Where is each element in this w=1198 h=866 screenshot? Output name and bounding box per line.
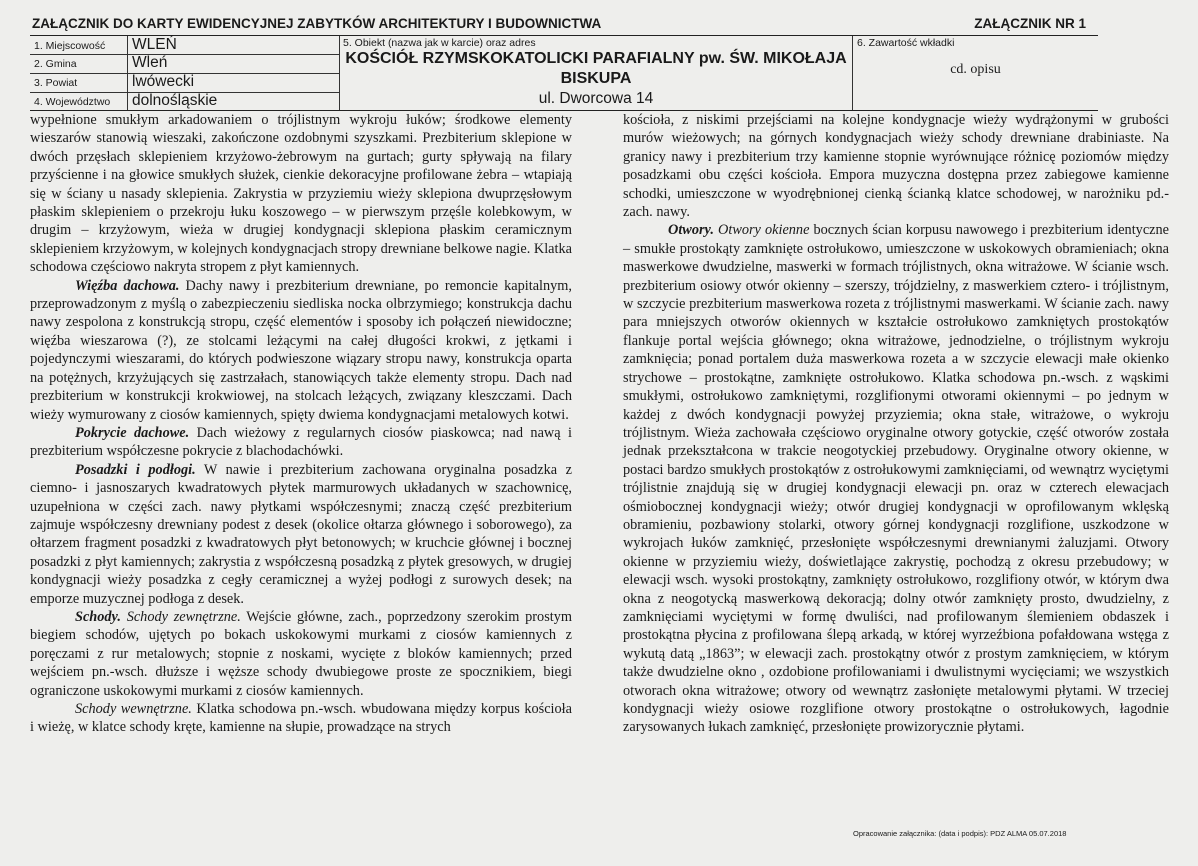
paragraph-text: Wejście główne, zach., poprzedzony szerokim prostym biegiem schodów, ujętych po bokach uskokowymi murkami z ciosów kamiennych z poręczami z rur metalowych; stopnie z noskami, wycięte z bloków kamiennych; przed wejściem pn.-wsch. dłuższe i węższe schody dwubiegowe proste ze spocznikiem, biegi ograniczone uskokowymi murkami z ciosów kamiennych. [30, 608, 573, 699]
content-label: 6. Zawartość wkładki [857, 37, 955, 49]
header-table [30, 35, 1098, 111]
attachment-number: ZAŁĄCZNIK NR 1 [974, 16, 1086, 31]
field-county [30, 73, 339, 91]
object-address: ul. Dworcowa 14 [538, 90, 654, 107]
paragraph-text: Dachy nawy i prezbiterium drewniane, po remoncie kapitalnym, przeprowadzonym z myślą o zabezpieczeniu siedliska nocka olbrzymiego; konstrukcja dachu nawy zespolona z konstrukcją stropu, część elementów i sposoby ich połączeń niewidoczne; więźba wieszarowa (?), ze stolcami leżącymi na całej długości krokwi, z jętkami i pojedynczymi wieszarami, do których podwieszone wiązary stropu nawy, konstrukcja oparta na potężnych, krzyżujących się zastrzałach, stanowiących także elementy stropu. Dach nad prezbiterium w konstrukcji krokwiowej, na stolcach leżących, związany kleszczami. Dach wieży wymurowany z ciosów kamiennych, spięty dwiema kondygnacjami metalowych kotwi. [30, 277, 573, 423]
paragraph [30, 277, 572, 424]
field-label: 3. Powiat [34, 77, 78, 89]
form-header-line [30, 14, 1098, 34]
section-heading: Więźba dachowa. [75, 277, 180, 294]
paragraph-text: W nawie i prezbiterium zachowana oryginalna posadzka z ciemno- i jasnoszarych kwadratowych płytek marmurowych układanych w szachownicę, uzupełniona w części zach. nawy płytkami współczesnymi; znaczą część prezbiterium zajmuje współczesny drewniany podest z desek (okolice ołtarza głównego i soborowego), za ołtarzem fragment posadzki z kwadratowych płyt betonowych; w kruchcie głównej i bocznej posadzki z płyt kamiennych; zakrystia z współczesną posadzką z płytek gresowych, w drugiej kondygnacji wieży posadzka z cegły ceramicznej a wyżej podłogi z surowych desek; na emporze muzycznej podłoga z desek. [30, 461, 572, 607]
field-label: 4. Województwo [34, 96, 111, 108]
subsection-heading: Otwory okienne [718, 222, 810, 239]
field-value: Wleń [132, 54, 168, 71]
field-value: lwówecki [132, 73, 195, 90]
paragraph [30, 700, 572, 737]
paragraph [623, 221, 1169, 736]
paragraph-text: bocznych ścian korpusu nawowego i prezbiterium identyczne – smukłe prostokąty zamknięte ostrołukowo, umieszczone w uskokowych obramieniach; okna maswerkowe dwudzielne, maswerki w formach trójlistnych, okna witrażowe. W ścianie wsch. prezbiterium osiowy otwór okienny – szerszy, trójdzielny, z maswerkiem cztero- i trójlistnym, w szczycie prezbiterium maswerkowa rozeta z trójlistnymi maswerkami. W ścianie zach. nawy para mniejszych otworów okiennych w kształcie ostrołukowo zamkniętych prostokątów flankuje portal wejścia głównego; okna witrażowe, jednodzielne, o trójlistnym wykroju zamknięcia; ponad portalem duża maswerkowa rozeta a w szczycie elewacji małe okienko strychowe – prostokątne, zamknięte ostrołukowo. Klatka schodowa pn.-wsch. z wąskimi smukłymi, ostrołukowo zamkniętymi, rozglifionymi otworami okiennymi – po jednym w każdej z dwóch kondygnacji powyżej przyziemia; okna stałe, witrażowe, o wykroju trójlistnym. Wieża zachowała częściowo oryginalne otwory gotyckie, część otworów została jednak przekształcona w trakcie neogotyckiej przebudowy. Oryginalne otwory okienne, w postaci bardzo smukłych prostokątów z ostrołukowymi zamknięciami, od wewnątrz wyciętymi trójlistnie znajdują się w drugiej kondygnacji elewacji pn. oraz w czterech elewacjach ośmiobocznej kondygnacji wieży; otwór drugiej kondygnacji w oprofilowanym wklęską obramieniu, pozbawiony stolarki, otwory górnej kondygnacji rozglifione, uszkodzone w wykrojach łuków zamknięć, przesłonięte współczesnymi drewnianymi żaluzjami. Otwory okienne w przyziemiu wieży, doświetlające zakrystię, pochodzą z okresu przebudowy; w elewacji wsch. wysoki prostokątny, zamknięty ostrołukowo, rozglifiony otwór, w którym dwa okna z neogotycką maswerkową dekoracją; dolny otwór zamknięty prosto, dwudzielny, z zamknięciami wyciętymi w formę dwuliści, nad profilowanym ślemieniem obdaszek i prostokątna płycina z profilowana ślepą arkadą, w której wyrzeźbiona pofałdowana wstęga z wykutą datą „1863”; w elewacji zach. prostokątny otwór z prostym zamknięciem, w którym także dwudzielne okno , ozdobione profilowaniami i dwulistnymi wycięciami; we wszystkich otworach okna witrażowe; otwory od wewnątrz zasłonięte metalowymi płytami. W trzeciej kondygnacji wieży osiowe rozglifione otwory prostokątne o ostrołukowych, łagodnie zarysowanych łukach zamknięć, przesłonięte prowizorycznie płytami. [623, 222, 1169, 736]
section-heading: Schody. [75, 608, 121, 625]
field-label: 2. Gmina [34, 58, 77, 70]
object-name: KOŚCIÓŁ RZYMSKOKATOLICKI PARAFIALNY pw. ŚW. MIKOŁAJA BISKUPA [345, 50, 847, 87]
subsection-heading: Schody wewnętrzne. [75, 701, 192, 717]
left-column [30, 111, 572, 737]
subsection-heading: Schody zewnętrzne. [126, 608, 241, 625]
field-value: dolnośląskie [132, 92, 218, 109]
paragraph [30, 111, 572, 277]
section-heading: Pokrycie dachowe. [75, 424, 190, 441]
section-heading: Otwory. [668, 222, 714, 239]
form-title: ZAŁĄCZNIK DO KARTY EWIDENCYJNEJ ZABYTKÓW ARCHITEKTURY I BUDOWNICTWA [32, 16, 602, 31]
content-value: cd. opisu [950, 62, 1001, 77]
paragraph-text: Dach wieżowy z regularnych ciosów piaskowca; nad nawą i prezbiterium współczesne pokrycie z blachodachówki. [30, 424, 572, 460]
field-commune [30, 54, 339, 72]
field-voivodeship [30, 92, 339, 110]
paragraph-text: kościoła, z niskimi przejściami na kolejne kondygnacje wieży wydrążonymi w grubości murów wieżowych; na górnych kondygnacjach wieży schody drewniane drabiniaste. Na granicy nawy i prezbiterium trzy kamienne stopnie wyrównujące różnicę poziomów między posadzkami obu części kościoła. Empora muzyczna dostępna przez zabiegowe kamienne schodki, umieszczone w wyodrębnionej cienką ścianką klatce schodowej, w narożniku pd.-zach. nawy. [623, 112, 1169, 221]
field-label: 1. Miejscowość [34, 40, 106, 52]
paragraph [30, 461, 572, 608]
right-column [623, 111, 1169, 737]
paragraph [30, 608, 572, 700]
paragraph-text: wypełnione smukłym arkadowaniem o trójlistnym wykroju łuków; środkowe elementy wieszarów stanowią wieszaki, zakończone ozdobnymi szyszkami. Prezbiterium sklepione w dwóch przęsłach sklepieniem krzyżowo-żebrowym na gurtach; gurty spływają na filary przyścienne i na głowice smukłych służek, cienkie dekoracyjne profilowane żebra – wtapiają się w ściany u nasady sklepienia. Zakrystia w przyziemiu wieży sklepiona dwuprzęsłowym płaskim sklepieniem o przekroju łuku koszowego – w pierwszym przęśle kolebkowym, w drugim – krzyżowym, wieża w drugiej kondygnacji sklepiona płaskim ceramicznym sklepieniem krzyżowym, w kolejnych kondygnacjach stropy drewniane belkowe nagie. Klatka schodowa częściowo nakryta stropem z płyt kamiennych. [30, 112, 572, 276]
field-value: WLEŃ [132, 36, 177, 53]
paragraph-text: Klatka schodowa pn.-wsch. wbudowana między korpus kościoła i wieżę, w klatce schody kręte, kamienne na słupie, prowadzące na strych [30, 701, 572, 736]
section-heading: Posadzki i podłogi. [75, 461, 196, 478]
field-locality [30, 36, 339, 54]
object-label: 5. Obiekt (nazwa jak w karcie) oraz adres [343, 37, 536, 49]
paragraph [623, 111, 1169, 221]
footer-signature: Opracowanie załącznika: (data i podpis): PDZ ALMA 05.07.2018 [853, 829, 1067, 838]
paragraph [30, 424, 572, 461]
